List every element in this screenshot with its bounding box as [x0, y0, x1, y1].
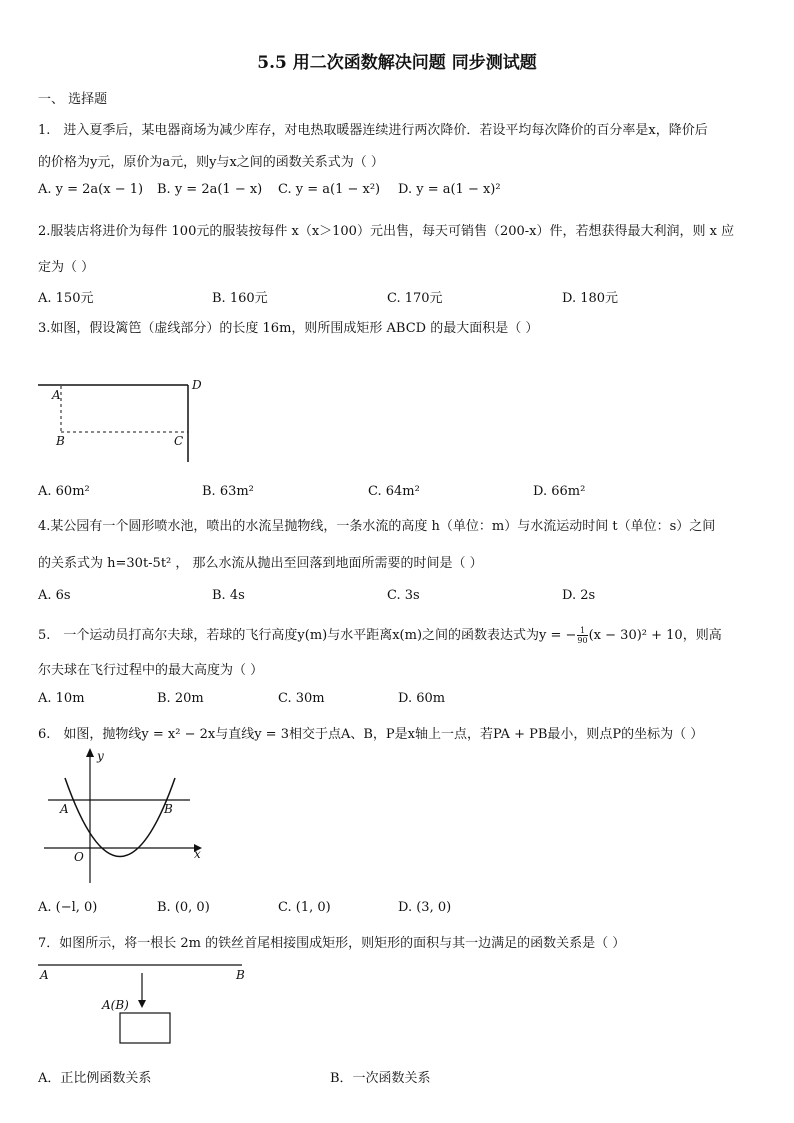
q5-fraction-numerator: 1 [577, 626, 587, 636]
q2-option-a: A. 150元 [38, 291, 94, 306]
q6-stem-line1: 6. 如图，抛物线y = x² − 2x与直线y = 3相交于点A、B，P是x轴上一点，若PA + PB最小，则点P的坐标为（ ） [38, 727, 704, 742]
q6-label-b: B [164, 802, 173, 816]
q3-option-a: A. 60m² [38, 484, 90, 499]
q3-label-d: D [192, 378, 202, 392]
q6-label-y: y [97, 749, 104, 763]
q2-stem-line1: 2.服装店将进价为每件 100元的服装按每件 x（x＞100）元出售，每天可销售（200-x）件，若想获得最大利润，则 x 应 [38, 224, 735, 239]
q6-option-c: C. (1, 0) [278, 900, 331, 915]
q5-stem-line2: 尔夫球在飞行过程中的最大高度为（ ） [38, 663, 264, 678]
q7-option-b: B．一次函数关系 [330, 1071, 431, 1086]
q3-stem-line1: 3.如图，假设篱笆（虚线部分）的长度 16m，则所围成矩形 ABCD 的最大面积是（ ） [38, 321, 539, 336]
q5-option-d: D. 60m [398, 691, 446, 706]
q1-option-d: D. y = a(1 − x)² [398, 182, 501, 197]
q1-option-a: A. y = 2a(x − 1) [38, 182, 144, 197]
q5-option-a: A. 10m [38, 691, 85, 706]
q7-option-a: A．正比例函数关系 [38, 1071, 152, 1086]
q6-option-a: A. (−l, 0) [38, 900, 98, 915]
q2-option-c: C. 170元 [387, 291, 443, 306]
q6-label-o: O [74, 850, 84, 864]
q6-parabola-curve [65, 778, 175, 857]
q7-arrow-head [138, 1000, 146, 1008]
q6-label-x: x [194, 847, 201, 861]
q2-option-d: D. 180元 [562, 291, 619, 306]
q7-wire-figure [34, 958, 254, 1050]
q2-stem-line2: 定为（ ） [38, 260, 95, 275]
q5-stem-line1 [38, 624, 722, 645]
q4-stem-line1: 4.某公园有一个圆形喷水池，喷出的水流呈抛物线，一条水流的高度 h（单位：m）与水流运动时间 t（单位：s）之间 [38, 519, 716, 534]
q6-option-b: B. (0, 0) [157, 900, 210, 915]
q3-label-b: B [56, 434, 65, 448]
q4-option-d: D. 2s [562, 588, 596, 603]
q1-stem-line2: 的价格为y元，原价为a元，则y与x之间的函数关系式为（ ） [38, 155, 384, 170]
q4-option-c: C. 3s [387, 588, 420, 603]
q3-label-a: A [52, 388, 61, 402]
q1-option-b: B. y = 2a(1 − x) [157, 182, 263, 197]
q6-parabola-figure [34, 745, 214, 887]
q4-option-b: B. 4s [212, 588, 245, 603]
q7-label-ab: A(B) [102, 998, 129, 1012]
q1-stem-line1: 1. 进入夏季后，某电器商场为减少库存，对电热取暖器连续进行两次降价．若设平均每次降价的百分率是x，降价后 [38, 123, 708, 138]
q3-option-c: C. 64m² [368, 484, 420, 499]
q5-stem-text-a: 5. 一个运动员打高尔夫球，若球的飞行高度y(m)与水平距离x(m)之间的函数表达式为y = − [38, 628, 577, 643]
page-title: 5.5 用二次函数解决问题 同步测试题 [257, 53, 537, 73]
q2-option-b: B. 160元 [212, 291, 268, 306]
section-heading: 一、 选择题 [38, 92, 108, 107]
q7-stem-line1: 7．如图所示，将一根长 2m 的铁丝首尾相接围成矩形，则矩形的面积与其一边满足的函数关系是（ ） [38, 936, 626, 951]
q5-fraction [577, 626, 587, 645]
q6-y-arrow [86, 748, 94, 757]
q7-label-a: A [40, 968, 49, 982]
q5-fraction-denominator: 90 [577, 636, 588, 645]
q1-option-c: C. y = a(1 − x²) [278, 182, 381, 197]
q6-option-d: D. (3, 0) [398, 900, 452, 915]
q5-stem-text-b: (x − 30)² + 10，则高 [588, 628, 722, 643]
q4-option-a: A. 6s [38, 588, 71, 603]
q7-rectangle [120, 1013, 170, 1043]
q7-label-b: B [236, 968, 245, 982]
q5-option-c: C. 30m [278, 691, 325, 706]
q3-fence-figure [30, 372, 220, 468]
q6-label-a: A [60, 802, 69, 816]
q4-stem-line2: 的关系式为 h=30t-5t² ， 那么水流从抛出至回落到地面所需要的时间是（ ） [38, 556, 483, 571]
q5-option-b: B. 20m [157, 691, 204, 706]
q3-option-b: B. 63m² [202, 484, 254, 499]
q3-option-d: D. 66m² [533, 484, 586, 499]
q3-label-c: C [174, 434, 184, 448]
